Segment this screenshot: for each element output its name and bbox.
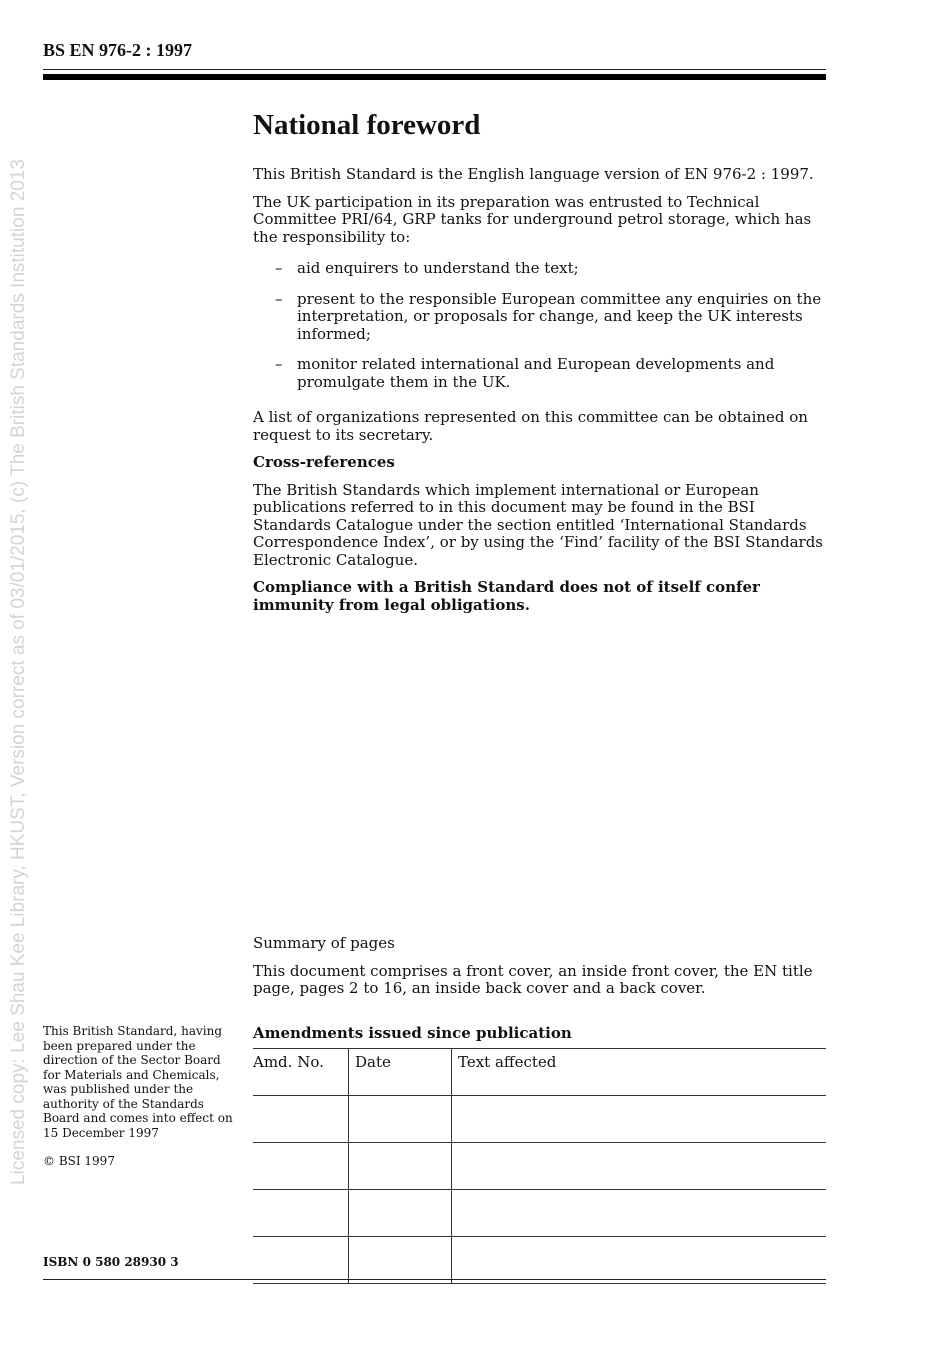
foreword-paragraph-3: A list of organizations represented on this committee can be obtained on request to its secretary.	[253, 408, 808, 444]
amendments-table	[253, 1048, 826, 1284]
column-header-amd-no: Amd. No.	[253, 1049, 349, 1096]
table-row	[253, 1237, 826, 1284]
dash-marker: –	[275, 259, 283, 277]
dash-marker: –	[275, 289, 283, 308]
summary-section	[253, 935, 828, 1008]
isbn-number: ISBN 0 580 28930 3	[43, 1255, 179, 1269]
header-rule-thick	[43, 74, 826, 80]
amendments-heading: Amendments issued since publication	[253, 1024, 572, 1042]
foreword-section	[253, 108, 828, 624]
publication-statement: This British Standard, having been prepared under the direction of the Sector Board for Materials and Chemicals, was published under the authority of the Standards Board and comes into effect on 15 December 1997	[43, 1024, 233, 1140]
list-item: – present to the responsible European committee any enquiries on the interpretation, or proposals for change, and keep the UK interests informed;	[275, 289, 822, 343]
foreword-paragraph-1: This British Standard is the English language version of EN 976-2 : 1997.	[253, 165, 814, 183]
table-row	[253, 1143, 826, 1190]
table-row	[253, 1190, 826, 1237]
table-row	[253, 1096, 826, 1143]
crossref-paragraph: The British Standards which implement international or European publications referred to in this document may be found in the BSI Standards Catalogue under the section entitled ‘International Standards Correspondence Index’, or by using the ‘Find’ facility of the BSI Standards Electronic Catalogue.	[253, 480, 823, 569]
compliance-statement: Compliance with a British Standard does not of itself confer immunity from legal obligations.	[253, 578, 760, 614]
dash-marker: –	[275, 355, 283, 373]
responsibility-list	[253, 260, 828, 391]
license-watermark: Licensed copy: Lee Shau Kee Library, HKUST, Version correct as of 03/01/2015, (c) The British Standards Institution 2013	[8, 159, 29, 1185]
header-rule-thin	[43, 69, 826, 70]
table-header-row	[253, 1049, 826, 1096]
column-header-text-affected: Text affected	[452, 1049, 827, 1096]
column-header-date: Date	[349, 1049, 452, 1096]
footer-rule	[43, 1279, 826, 1280]
list-item: – aid enquirers to understand the text;	[275, 259, 579, 277]
page-title: National foreword	[253, 109, 481, 141]
summary-text: This document comprises a front cover, an inside front cover, the EN title page, pages 2 to 16, an inside back cover and a back cover.	[253, 961, 813, 997]
summary-heading: Summary of pages	[253, 934, 395, 952]
copyright-notice: © BSI 1997	[43, 1154, 115, 1168]
foreword-paragraph-2: The UK participation in its preparation was entrusted to Technical Committee PRI/64, GRP tanks for underground petrol storage, which has the responsibility to:	[253, 192, 812, 246]
crossref-heading: Cross-references	[253, 453, 395, 471]
list-item: – monitor related international and European developments and promulgate them in the UK.	[275, 355, 775, 391]
document-header: BS EN 976-2 : 1997	[43, 40, 193, 60]
